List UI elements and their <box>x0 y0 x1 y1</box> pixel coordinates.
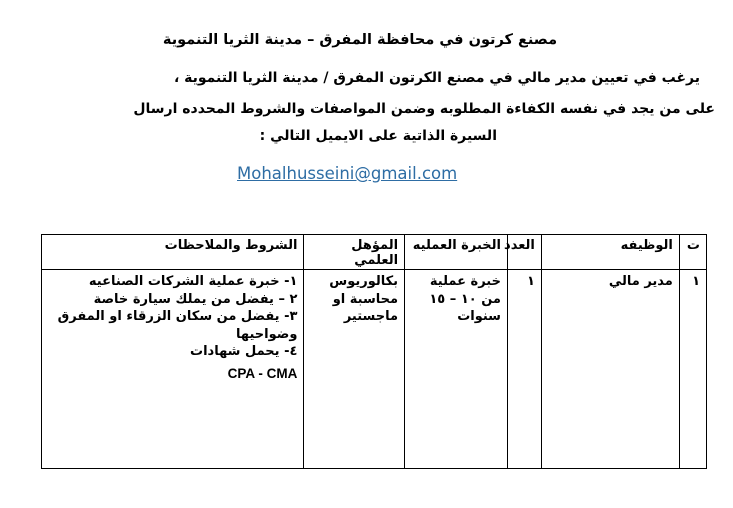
header-experience: الخبرة العمليه <box>405 235 508 270</box>
document-heading: مصنع كرتون في محافظة المفرق – مدينة الثريا التنموية <box>162 32 558 48</box>
email-link[interactable]: Mohalhusseini@gmail.com <box>237 164 458 183</box>
intro-line-1: يرغب في تعيين مدير مالي في مصنع الكرتون المفرق / مدينة الثريا التنموية ، <box>173 70 700 86</box>
cell-experience: خبرة عملية من ١٠ – ١٥ سنوات <box>405 270 508 469</box>
condition-item: ١- خبرة عملية الشركات الصناعيه <box>88 274 298 289</box>
job-table <box>41 234 707 469</box>
cell-job: مدير مالي <box>541 270 679 469</box>
table-row <box>42 270 707 469</box>
header-count: العدد <box>507 235 541 270</box>
cell-count: ١ <box>507 270 541 469</box>
header-conditions: الشروط والملاحظات <box>42 235 304 270</box>
condition-item: ٣- يفضل من سكان الزرقاء او المفرق وضواحيها <box>57 309 298 342</box>
cell-qualification: بكالوريوس محاسبة او ماجستير <box>304 270 405 469</box>
condition-item: ٤- يحمل شهادات <box>190 344 298 359</box>
intro-line-3: السيرة الذاتية على الايميل التالي : <box>259 128 497 144</box>
intro-line-2: على من يجد في نفسه الكفاءة المطلوبه وضمن المواصفات والشروط المحدده ارسال <box>133 101 715 117</box>
table-header-row <box>42 235 707 270</box>
header-qualification: المؤهل العلمي <box>304 235 405 270</box>
certificates-text: CPA - CMA <box>227 365 298 381</box>
cell-conditions <box>42 270 304 469</box>
header-number: ت <box>679 235 706 270</box>
cell-number: ١ <box>679 270 706 469</box>
header-job: الوظيفه <box>541 235 679 270</box>
condition-item: ٢ – يفضل من يملك سيارة خاصة <box>93 291 298 307</box>
